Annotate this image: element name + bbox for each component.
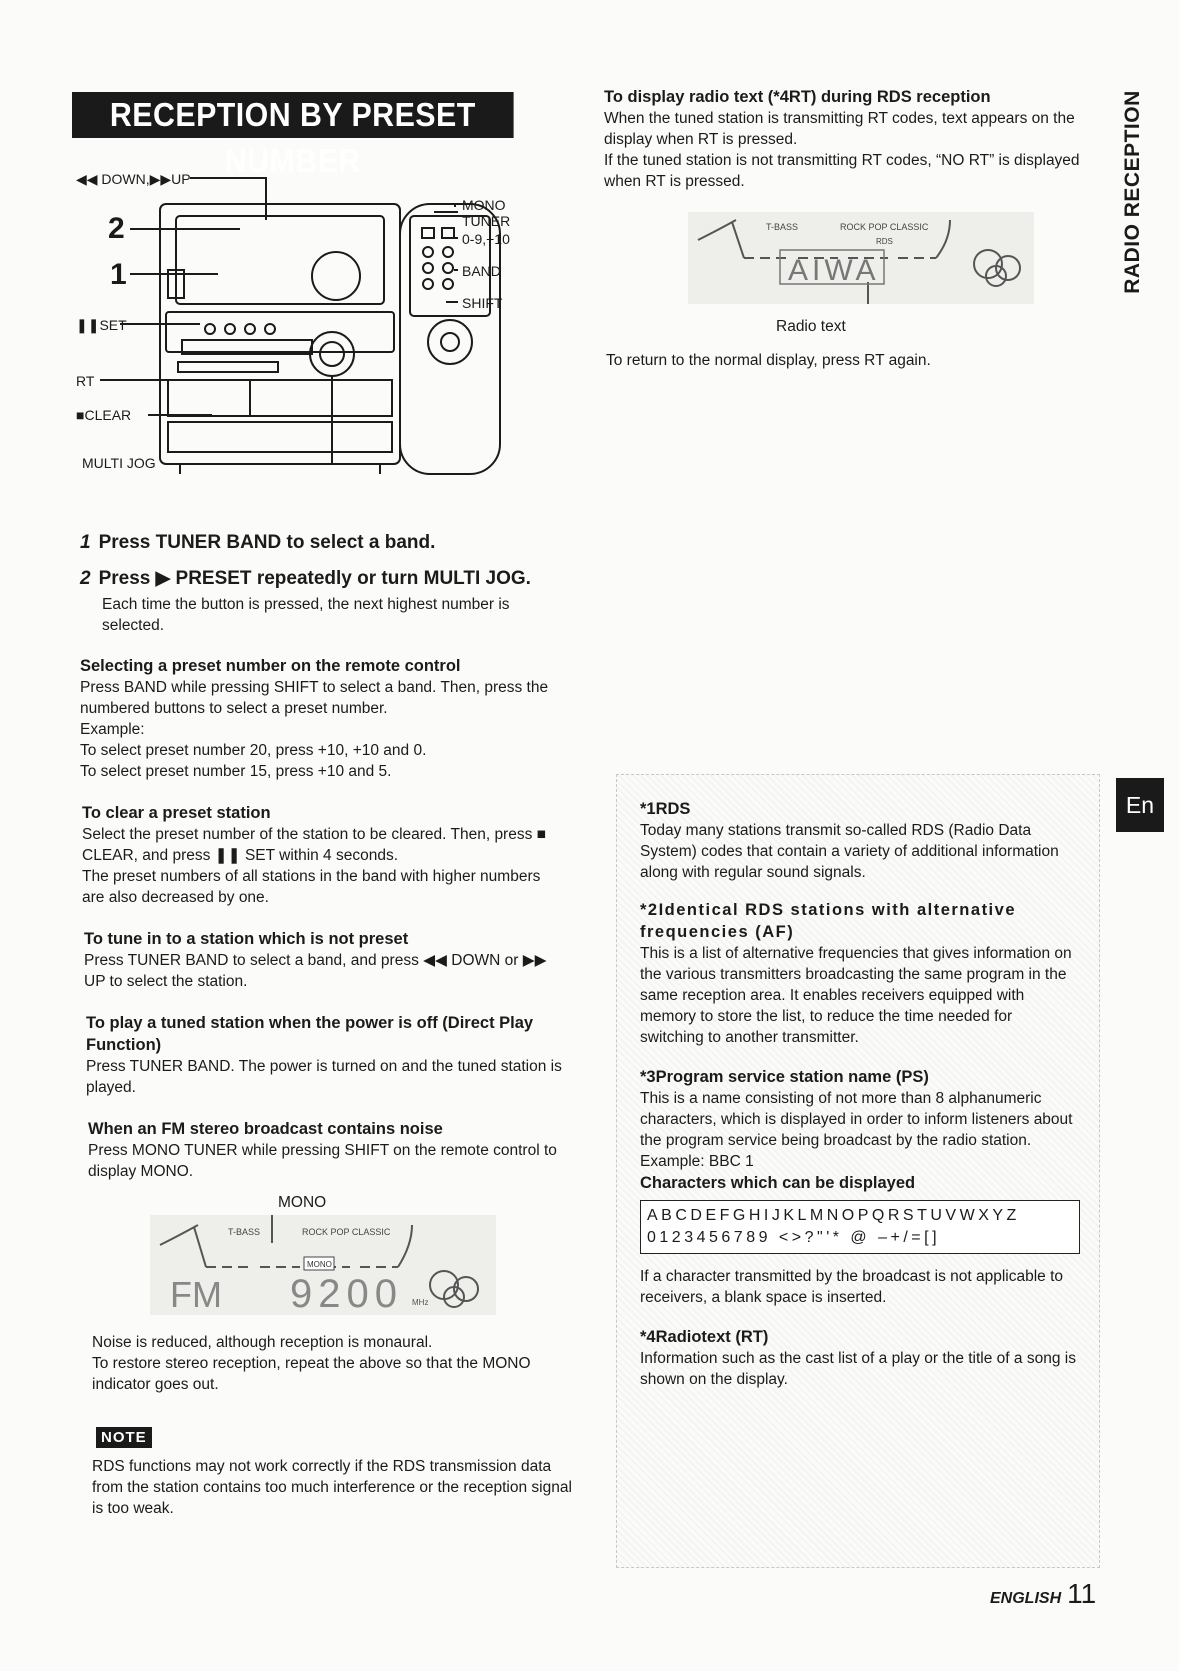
step-1 <box>80 530 435 556</box>
mono-display-label: MONO <box>278 1194 327 1211</box>
side-tab-label: RADIO RECEPTION <box>1121 90 1144 294</box>
rds-body: Today many stations transmit so-called RDS (Radio Data System) codes that contain a variety of additional information along with regular sound signals. <box>640 822 1059 881</box>
af-heading: *2Identical RDS stations with alternative frequencies (AF) <box>640 901 1016 941</box>
remote-example-1: To select preset number 20, press +10, +10 and 0. <box>80 742 427 759</box>
ps-heading: *3Program service station name (PS) <box>640 1068 929 1086</box>
label-band: BAND <box>462 263 501 279</box>
remote-example-label: Example: <box>80 721 145 738</box>
label-down-up: ◀◀ DOWN,▶▶UP <box>76 172 191 187</box>
note-text: RDS functions may not work correctly if the RDS transmission data from the station contains too much interference or the reception signal is too weak. <box>92 1458 572 1517</box>
rt-body-2: If the tuned station is not transmitting RT codes, “NO RT” is displayed when RT is pressed. <box>604 152 1080 190</box>
characters-row-digits: 0123456789 <>?"'* @ –+/=[] <box>647 1229 941 1246</box>
step-2-text: Press ▶ PRESET repeatedly or turn MULTI JOG. <box>98 568 531 589</box>
rt-body-1: When the tuned station is transmitting RT codes, text appears on the display when RT is pressed. <box>604 110 1075 148</box>
radio-text-caption: Radio text <box>776 318 846 335</box>
step-1-number: 1 <box>80 532 91 553</box>
footer-language: ENGLISH <box>990 1590 1062 1607</box>
display-mono-indicator: MONO <box>307 1260 332 1269</box>
fm-heading: When an FM stereo broadcast contains noise <box>88 1120 443 1138</box>
page-title: RECEPTION BY PRESET NUMBER <box>72 92 514 138</box>
display-modes: ROCK POP CLASSIC <box>302 1227 391 1237</box>
ps-body: This is a name consisting of not more than 8 alphanumeric characters, which is displayed in order to inform listeners about the program service being broadcast by the radio station. <box>640 1090 1073 1149</box>
display-frequency: 9200 <box>290 1272 403 1315</box>
tune-body: Press TUNER BAND to select a band, and press ◀◀ DOWN or ▶▶ UP to select the station. <box>84 952 547 990</box>
label-rt: RT <box>76 373 95 389</box>
display-tbass: T-BASS <box>228 1227 261 1237</box>
section-direct <box>86 1012 570 1098</box>
label-set: ❚❚SET <box>76 317 127 333</box>
direct-heading: To play a tuned station when the power is off (Direct Play Function) <box>86 1014 534 1054</box>
fm-after-1: Noise is reduced, although reception is monaural. <box>92 1334 433 1351</box>
section-tune <box>84 928 568 992</box>
page-footer <box>990 1578 1096 1610</box>
page-number: 11 <box>1067 1578 1097 1609</box>
language-badge: En <box>1116 778 1164 832</box>
label-shift: SHIFT <box>462 295 503 311</box>
note-label: NOTE <box>96 1427 152 1448</box>
rds-heading: *1RDS <box>640 800 691 818</box>
radiotext-heading: *4Radiotext (RT) <box>640 1328 769 1346</box>
rt-display-tbass: T-BASS <box>766 222 799 232</box>
clear-body-2: The preset numbers of all stations in the band with higher numbers are also decreased by one. <box>82 868 541 906</box>
label-clear: ■CLEAR <box>76 407 132 423</box>
fm-body: Press MONO TUNER while pressing SHIFT on the remote control to display MONO. <box>88 1142 557 1180</box>
remote-body: Press BAND while pressing SHIFT to select a band. Then, press the numbered buttons to select a preset number. <box>80 679 549 717</box>
section-remote <box>80 655 566 782</box>
label-step-1: 1 <box>110 258 127 291</box>
section-fm <box>88 1118 572 1182</box>
side-tab <box>1116 82 1150 302</box>
label-step-2: 2 <box>108 212 125 245</box>
remote-example-2: To select preset number 15, press +10 and 5. <box>80 763 392 780</box>
radiotext-body: Information such as the cast list of a play or the title of a song is shown on the display. <box>640 1350 1076 1388</box>
blank-space-text: If a character transmitted by the broadcast is not applicable to receivers, a blank space is inserted. <box>640 1268 1064 1306</box>
step-1-text: Press TUNER BAND to select a band. <box>98 532 436 553</box>
clear-body-1: Select the preset number of the station to be cleared. Then, press ■ CLEAR, and press ❚❚ SET within 4 seconds. <box>82 826 547 864</box>
direct-body: Press TUNER BAND. The power is turned on and the tuned station is played. <box>86 1058 562 1096</box>
clear-heading: To clear a preset station <box>82 804 271 822</box>
af-body: This is a list of alternative frequencies that gives information on the various transmitters broadcasting the same program in the same reception area. It enables receivers equipped with memory to store the list, to reduce the time needed for switching to another transmitter. <box>640 945 1072 1046</box>
rt-return-text: To return to the normal display, press RT again. <box>606 352 931 369</box>
display-mhz: MHz <box>412 1298 429 1307</box>
label-digits: 0-9,+10 <box>462 231 510 247</box>
rt-display-text: AIWA <box>788 254 880 287</box>
label-multi-jog: MULTI JOG <box>82 455 156 471</box>
rt-display-rds: RDS <box>876 237 893 246</box>
label-tuner: TUNER <box>462 213 511 229</box>
ps-example: Example: BBC 1 <box>640 1153 754 1170</box>
label-mono: MONO <box>462 197 506 213</box>
fm-after-2: To restore stereo reception, repeat the above so that the MONO indicator goes out. <box>92 1355 531 1393</box>
remote-heading: Selecting a preset number on the remote control <box>80 657 461 675</box>
chars-heading: Characters which can be displayed <box>640 1174 916 1192</box>
mono-display <box>150 1215 496 1315</box>
rds-info-content <box>640 790 1080 1390</box>
characters-table <box>640 1200 1080 1254</box>
unit-diagram <box>70 172 570 512</box>
step-2 <box>80 566 531 592</box>
rt-display-modes: ROCK POP CLASSIC <box>840 222 929 232</box>
characters-row-letters: ABCDEFGHIJKLMNOPQRSTUVWXYZ <box>647 1207 1020 1224</box>
fm-after <box>92 1332 576 1395</box>
section-radio-text <box>604 86 1088 192</box>
radio-text-display <box>688 212 1034 304</box>
section-clear <box>82 802 566 908</box>
step-2-desc: Each time the button is pressed, the next highest number is selected. <box>102 596 510 634</box>
step-2-number: 2 <box>80 568 91 589</box>
rt-heading: To display radio text (*4RT) during RDS reception <box>604 88 991 106</box>
tune-heading: To tune in to a station which is not preset <box>84 930 409 948</box>
display-band: FM <box>170 1274 222 1315</box>
